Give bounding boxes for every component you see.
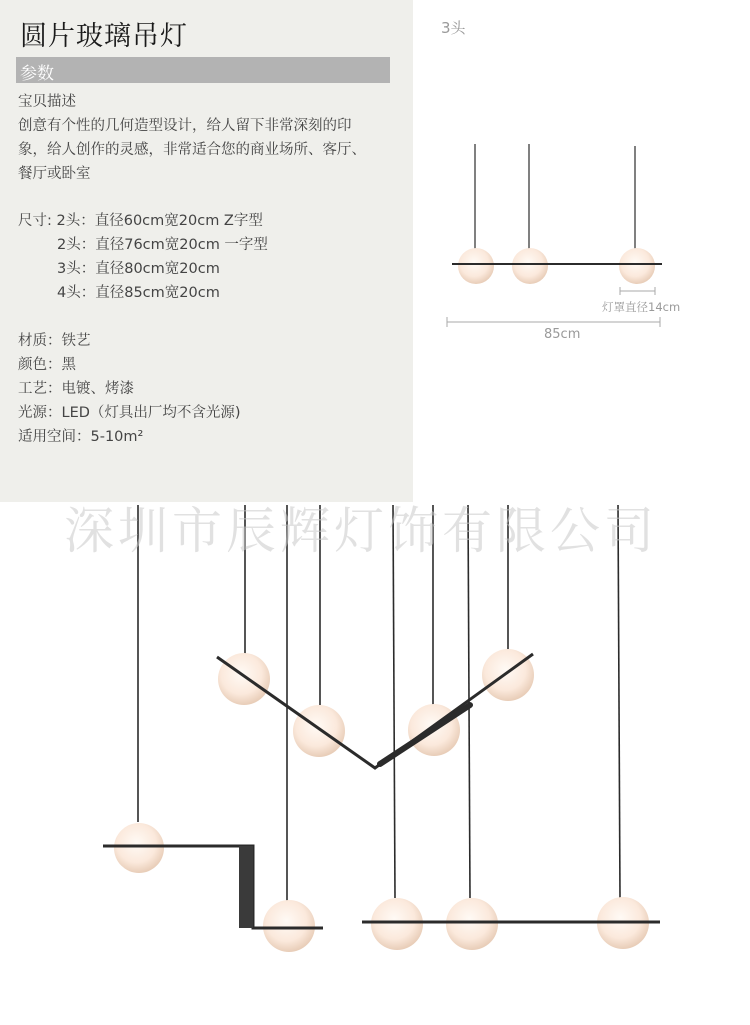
- globe: [446, 898, 498, 950]
- spec-process: 工艺：电镀、烤漆: [18, 381, 134, 397]
- cord: [393, 505, 395, 898]
- shade-diameter-label: 灯罩直径14cm: [602, 300, 681, 314]
- globe: [263, 900, 315, 952]
- size-label: 尺寸:: [18, 213, 57, 229]
- product-photo: [103, 505, 660, 952]
- globe: [371, 898, 423, 950]
- spec-material: 材质：铁艺: [18, 333, 91, 349]
- globe: [293, 705, 345, 757]
- globe: [619, 248, 655, 284]
- z-bar-plate: [239, 846, 253, 928]
- description-line: 创意有个性的几何造型设计，给人留下非常深刻的印: [18, 118, 352, 134]
- description-line: 餐厅或卧室: [18, 166, 91, 182]
- globe: [114, 823, 164, 873]
- globe: [482, 649, 534, 701]
- description-heading: 宝贝描述: [18, 94, 76, 110]
- width-label: 85cm: [544, 327, 581, 342]
- size-row: 4头：直径85cm宽20cm: [57, 285, 220, 301]
- section-label: 参数: [20, 64, 54, 84]
- product-title: 圆片玻璃吊灯: [20, 21, 188, 52]
- cord: [618, 505, 620, 898]
- description-line: 象，给人创作的灵感，非常适合您的商业场所、客厅、: [18, 142, 366, 158]
- size-row: 3头：直径80cm宽20cm: [57, 261, 220, 277]
- globe: [512, 248, 548, 284]
- size-row: 2头：直径76cm宽20cm 一字型: [57, 237, 268, 253]
- spec-color: 颜色：黑: [18, 357, 76, 373]
- globe: [458, 248, 494, 284]
- globe: [218, 653, 270, 705]
- spec-space: 适用空间：5-10m²: [18, 429, 144, 445]
- spec-light-source: 光源：LED（灯具出厂均不含光源): [18, 405, 241, 421]
- heads-label: 3头: [441, 19, 466, 37]
- watermark: 深圳市辰辉灯饰有限公司: [64, 502, 658, 560]
- size-value: 2头：直径60cm宽20cm Z字型: [56, 213, 263, 229]
